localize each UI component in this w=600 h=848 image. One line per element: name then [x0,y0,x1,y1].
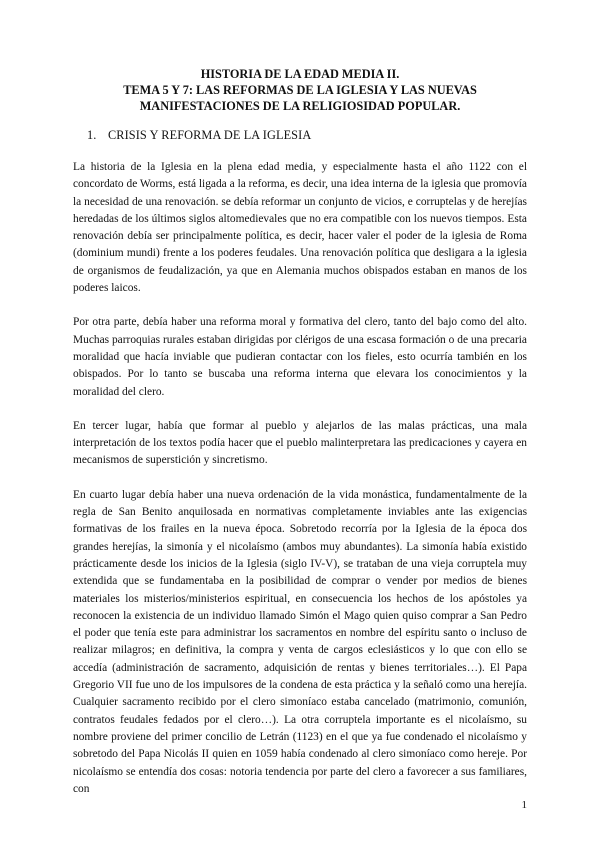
section-heading-text: CRISIS Y REFORMA DE LA IGLESIA [108,128,312,142]
paragraph-2: Por otra parte, debía haber una reforma moral y formativa del clero, tanto del bajo como del alto. Muchas parroquias rurales estaban dirigidas por clérigos de una escasa formación o de una precaria moralidad que hacía inviable que pudieran contactar con los fieles, esto ocurría también en los obispados. Por lo tanto se buscaba una reforma interna que elevara los conocimientos y la moralidad del clero. [73,316,527,398]
paragraph-4: En cuarto lugar debía haber una nueva ordenación de la vida monástica, fundamentalmente de la regla de San Benito anquilosada en normativas completamente inviables ante las exigencias formativas de los frailes en la nueva época. Sobretodo recorría por la Iglesia de la época dos grandes herejías, la simonía y el nicolaísmo (ambos muy abundantes). La simonía había existido prácticamente desde los inicios de la Iglesia (siglo IV-V), se trataban de una vieja corruptela muy extendida que se fundamentaba en la posibilidad de comprar o vender por medios de bienes materiales los misterios/ministerios espiritual, en consecuencia los hechos de los apóstoles ya reconocen la existencia de un individuo llamado Simón el Mago quien quiso comprar a San Pedro el poder que tenía este para administrar los sacramentos en nombre del espíritu santo o incluso de realizar milagros; en definitiva, la compra y venta de cargos eclesiásticos y lo que con ello se accedía (administración de sacramento, adquisición de rentas y bienes territoriales…). El Papa Gregorio VII fue uno de los impulsores de la condena de esta práctica y la señaló como una herejía. Cualquier sacramento recibido por el clero simoníaco estaba cancelado (matrimonio, comunión, contratos feudales fedados por el clero…). La otra corruptela importante es el nicolaísmo, su nombre proviene del primer concilio de Letrán (1123) en el que ya fue condenado el nicolaísmo y sobretodo del Papa Nicolás II quien en 1059 había condenado al clero simoníaco como hereje. Por nicolaísmo se entendía dos cosas: notoria tendencia por parte del clero a favorecer a sus familiares, con [73,488,527,795]
page-number: 1 [521,799,527,811]
paragraph-1: La historia de la Iglesia en la plena edad media, y especialmente hasta el año 1122 con el concordato de Worms, está ligada a la reforma, es decir, una idea interna de la iglesia que promovía la necesidad de una renovación. se debía reformar un conjunto de vicios, e corruptelas y de herejías heredadas de los últimos siglos altomedievales que no era compatible con los nuevos tiempos. Esta renovación debía ser principalmente política, es decir, hacer valer el poder de la iglesia de Roma (dominium mundi) frente a los poderes feudales. Una renovación política que desligara a la iglesia de organismos de feudalización, ya que en Alemania muchos obispados estaban en manos de los poderes laicos. [73,161,527,295]
title-line-1: HISTORIA DE LA EDAD MEDIA II. [200,67,400,81]
title-line-3: MANIFESTACIONES DE LA RELIGIOSIDAD POPULAR. [139,99,461,113]
document-page [73,66,527,815]
paragraph-3: En tercer lugar, había que formar al pueblo y alejarlos de las malas prácticas, una mala interpretación de los textos podía hacer que el pueblo malinterpretara las predicaciones y cayera en mecanismos de superstición y sincretismo. [73,419,527,467]
title-line-2: TEMA 5 Y 7: LAS REFORMAS DE LA IGLESIA Y LAS NUEVAS [123,83,477,97]
section-heading [87,128,527,143]
section-number: 1. [87,128,97,142]
document-title [73,66,527,114]
